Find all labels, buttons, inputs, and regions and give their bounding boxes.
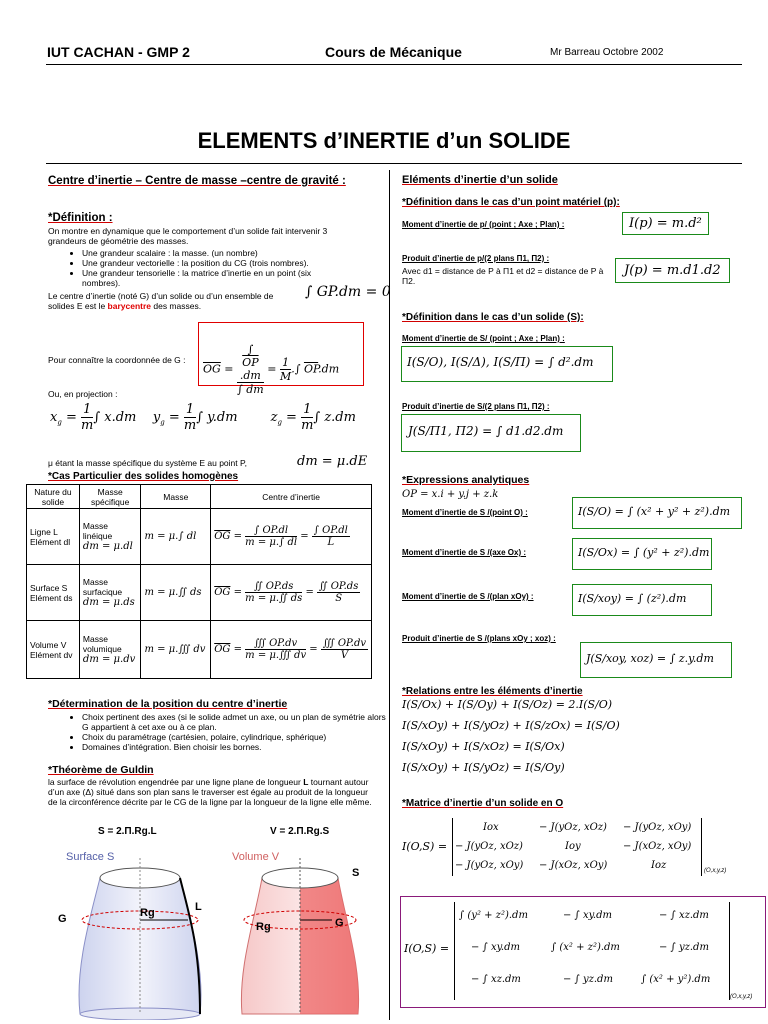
inertia-matrix-symbolic [452,818,702,876]
section-centre-inertie-title: Centre d’inertie – Centre de masse –centre de gravité : [48,175,346,187]
expr-product-label: Produit d’inertie de S /(plans xOy ; xoz) : [402,634,556,643]
th-spec: Masse spécifique [79,485,141,509]
header-course: Cours de Mécanique [325,44,462,60]
m1-12: − J(xOz, xOy) [623,841,692,852]
expr-axis-eq: I(S/Ox) = ∫ (y² + z²).dm [572,538,712,570]
guldin-title: *Théorème de Guldin [48,764,154,776]
m1-01: − J(yOz, xOz) [539,822,607,833]
cell-mass: m = μ.∭ dv [141,621,211,679]
def-solid-title: *Définition dans le cas d’un solide (S): [402,312,584,323]
matrix1-lhs: I(O,S) = [402,840,448,853]
matrix2-lhs: I(O,S) = [404,942,450,955]
produit-solid-label: Produit d’inertie de S/(2 plans Π1, Π2) : [402,402,550,411]
definition-bullets [48,248,342,288]
th-nature: Nature du solide [27,485,80,509]
expressions-title: *Expressions analytiques [402,474,530,486]
center-den: V [340,650,349,661]
cell-center: $\overline{OG}$ = $\frac{∭ OP.dv}{m = \mu.∭ dv}$ = $\frac{∭ OP.dv}{V}$ [211,621,372,679]
guldin-formula-v: V = 2.Π.Rg.S [270,826,330,837]
matrix2-base: (O,x,y,z) [730,994,753,1000]
cell-nature: Ligne L Elément dl [27,509,80,565]
spec-label: Masse volumique [82,634,122,654]
def-point-title: *Définition dans le cas d’un point matériel (p): [402,197,620,208]
matrix-title: *Matrice d’inertie d’un solide en O [402,798,564,809]
det-bullet-axes: • Choix pertinent des axes (si le solide admet un axe, ou un plan de symétrie alors G appartient à cet axe ou à ce plan. [82,712,392,732]
expr-point-label: Moment d’inertie de S /(point O) : [402,508,528,517]
barycentre-word: barycentre [107,301,151,311]
cell-center: $\overline{OG}$ = $\frac{\int OP.dl}{m = \mu.\int dl}$ = $\frac{\int OP.dl}{L}$ [211,509,372,565]
spec-eq: dm = μ.dv [82,654,136,665]
table-row-surface [27,565,372,621]
equation-gp: ∫ GP.dm = 0 [305,284,391,300]
center-den: L [327,537,335,548]
fig1-l: L [195,901,202,913]
m2-20: − ∫ xz.dm [471,974,521,985]
produit-point-text: Avec d1 = distance de P à Π1 et d2 = distance de P à Π2. [402,266,604,286]
op-equation: OP = x.i + y.j + z.k [402,489,499,500]
det-bullet-param: • Choix du paramétrage (cartésien, polaire, cylindrique, sphérique) [82,732,392,742]
cell-spec [79,565,141,621]
center-num: ∭ OP.dv [245,638,306,650]
spec-eq: dm = μ.dl [82,541,133,552]
center-den-int: m = μ.∭ dv [245,650,307,661]
fig1-rg: Rg [140,907,155,919]
m1-20: − J(yOz, xOy) [455,860,524,871]
relation-1: I(S/Ox) + I(S/Oy) + I(S/Oz) = 2.I(S/O) [402,698,613,711]
mu-equation: dm = μ.dE [297,454,368,469]
barycentre-text-b: des masses. [151,301,202,311]
cell-center: $\overline{OG}$ = $\frac{∬ OP.ds}{m = \mu.∬ ds}$ = $\frac{∬ OP.ds}{S}$ [211,565,372,621]
fig1-label: Surface S [66,851,115,863]
m1-02: − J(yOz, xOy) [623,822,692,833]
center-den: S [335,593,343,604]
guldin-surface-figure [40,838,240,1020]
guldin-formula-s: S = 2.Π.Rg.L [98,826,157,837]
m1-21: − J(xOz, xOy) [539,860,608,871]
det-bullet-domains: • Domaines d’intégration. Bien choisir les bornes. [82,742,392,752]
moment-point-eq: I(p) = m.d² [622,212,709,235]
inertia-matrix-integral [454,902,730,1000]
page-title: ELEMENTS d’INERTIE d’un SOLIDE [197,128,571,153]
homogeneous-solids-table [26,484,372,679]
m2-01: − ∫ xy.dm [563,910,612,921]
cell-mass: m = μ.∬ ds [141,565,211,621]
center-num: ∫ OP.dl [245,525,297,537]
cell-spec [79,509,141,565]
projection-formulas: $x_g$ = $\frac{1}{m}$ ∫ x.dm $y_g$ = $\frac{1}{m}$ ∫ y.dm $z_g$ = $\frac{1}{m}$ ∫ z.dm [50,402,356,433]
header-author-date: Mr Barreau Octobre 2002 [550,47,664,58]
fig2-label: Volume V [232,851,280,863]
determination-bullets [48,712,392,752]
cell-spec [79,621,141,679]
relation-2: I(S/xOy) + I(S/yOz) + I(S/zOx) = I(S/O) [402,719,620,732]
cas-particulier-title: *Cas Particulier des solides homogènes [48,471,239,482]
m2-10: − ∫ xy.dm [471,942,520,953]
bullet-vector: • Une grandeur vectorielle : la position du CG (trois nombres). [82,258,342,268]
center-num-2: ∭ OP.dv [322,638,366,649]
guldin-l: L [303,777,309,787]
right-section-title: Eléments d’inertie d’un solide [402,174,558,186]
center-num: ∬ OP.ds [245,581,302,593]
relation-4: I(S/xOy) + I(S/yOz) = I(S/Oy) [402,761,565,774]
title-rule [46,163,742,164]
moment-solid-label: Moment d’inertie de S/ (point ; Axe ; Plan) : [402,334,565,343]
m2-00: ∫ (y² + z²).dm [459,910,528,921]
produit-solid-eq: J(S/Π1, Π2) = ∫ d1.d2.dm [401,414,581,452]
expr-plane-label: Moment d’inertie de S /(plan xOy) : [402,592,534,601]
m2-22: ∫ (x² + y²).dm [641,974,711,985]
center-num-2: ∫ OP.dl [313,525,348,536]
coord-text: Pour connaître la coordonnée de G : [48,355,186,365]
determination-title: *Détermination de la position du centre d’inertie [48,698,288,710]
coord-formula-box [198,322,364,396]
fig2-s: S [352,867,360,879]
moment-point-label: Moment d’inertie de p/ (point ; Axe ; Plan) : [402,220,565,229]
fig2-rg: Rg [256,921,271,933]
expr-product-eq: J(S/xoy, xoz) = ∫ z.y.dm [580,642,732,678]
guldin-text [48,777,376,807]
m2-11: ∫ (x² + z²).dm [551,942,620,953]
m1-10: − J(yOz, xOz) [455,841,523,852]
projection-text: Ou, en projection : [48,389,118,399]
guldin-text-b: tournant autour d’un axe (Δ) situé dans son plan sans le traverser est égale au produit de la longueur de la circonférence décrite par le CG de la ligne par la longueur de la ligne elle même. [48,777,372,807]
center-den-int: m = μ.∫ dl [245,537,298,548]
th-mass: Masse [141,485,211,509]
table-row-volume [27,621,372,679]
m1-22: Ioz [651,860,667,871]
header-school: IUT CACHAN - GMP 2 [47,44,190,60]
cell-mass: m = μ.∫ dl [141,509,211,565]
definition-title: *Définition : [48,212,113,224]
fig2-g: G [335,917,344,929]
m2-02: − ∫ xz.dm [659,910,709,921]
relation-3: I(S/xOy) + I(S/xOz) = I(S/Ox) [402,740,565,753]
produit-point-eq: J(p) = m.d1.d2 [615,258,730,283]
expr-axis-label: Moment d’inertie de S /(axe Ox) : [402,548,527,557]
expr-point-eq: I(S/O) = ∫ (x² + y² + z²).dm [572,497,742,529]
mu-text: μ étant la masse spécifique du système E au point P, [48,458,247,468]
produit-point-label: Produit d’inertie de p/(2 plans Π1, Π2) : [402,254,550,263]
th-center: Centre d’inertie [211,485,372,509]
barycentre-text [48,291,298,311]
expr-plane-eq: I(S/xoy) = ∫ (z²).dm [572,584,712,616]
table-row-line [27,509,372,565]
definition-text: On montre en dynamique que le comportement d’un solide fait intervenir 3 grandeurs de géométrie des masses. [48,226,328,246]
guldin-text-a: la surface de révolution engendrée par une ligne plane de longueur [48,777,304,787]
og-formula: $\overline{OG}$ = ∫ $\overline{OP}$ .dm ∫ dm = $\frac{1}{M}$ .∫ $\overline{OP}.dm$ [203,343,340,396]
center-den-int: m = μ.∬ ds [245,593,303,604]
guldin-volume-figure [220,838,380,1020]
matrix1-base: (O,x,y,z) [704,868,727,874]
barycentre-text-a: Le centre d’inertie (noté G) d’un solide ou d’un ensemble de solides E est le [48,291,274,311]
spec-eq: dm = μ.ds [82,597,135,608]
bullet-scalar: • Une grandeur scalaire : la masse. (un nombre) [82,248,342,258]
m1-00: Iox [483,822,499,833]
cell-nature: Volume V Elément dv [27,621,80,679]
cell-nature: Surface S Elément ds [27,565,80,621]
fig1-g: G [58,913,67,925]
relations-title: *Relations entre les éléments d’inertie [402,686,583,697]
m2-21: − ∫ yz.dm [563,974,613,985]
m2-12: − ∫ yz.dm [659,942,709,953]
moment-solid-eq: I(S/O), I(S/Δ), I(S/Π) = ∫ d².dm [401,346,613,382]
center-num-2: ∬ OP.ds [319,581,359,592]
header-rule [46,64,742,65]
bullet-tensor: • Une grandeur tensorielle : la matrice d’inertie en un point (six nombres). [82,268,342,288]
spec-label: Masse surfacique [82,577,123,597]
spec-label: Masse linéique [82,521,113,541]
m1-11: Ioy [565,841,581,852]
